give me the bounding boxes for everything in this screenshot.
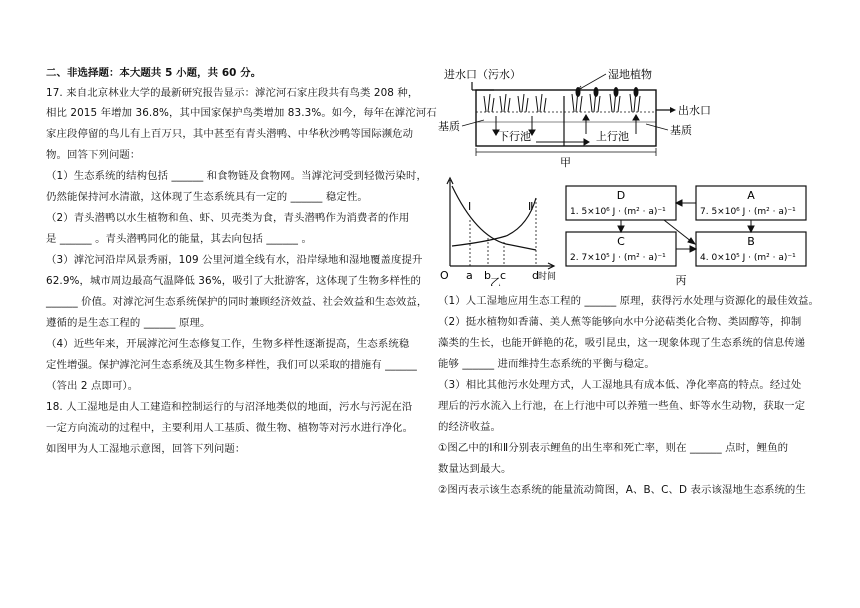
box-d-letter: D <box>616 189 626 202</box>
q17-part2-line-2: 是 ______ 。青头潜鸭同化的能量，其去向包括 ______ 。 <box>46 233 312 245</box>
q18-part3-line-2: 理后的污水流入上行池，在上行池中可以养殖一些鱼、虾等水生动物，获取一定 <box>438 400 806 412</box>
q18-part3-sub1-line-1: ①图乙中的Ⅰ和Ⅱ分别表示鲤鱼的出生率和死亡率，则在 ______ 点时，鲤鱼的 <box>438 442 789 454</box>
figure-yi-curves <box>436 176 560 286</box>
q17-part4-line-1: （4）近些年来，开展滹沱河生态修复工作，生物多样性逐渐提高，生态系统稳 <box>46 338 410 350</box>
q18-part1-line-1: （1）人工湿地应用生态工程的 ______ 原理，获得污水处理与资源化的最佳效益。 <box>438 295 819 307</box>
q18-part2-line-1: （2）挺水植物如香蒲、美人蕉等能够向水中分泌萜类化合物、类固醇等，抑制 <box>438 316 802 328</box>
q18-part2-line-2: 藻类的生长，也能开鲜艳的花，吸引昆虫，这一现象体现了生态系统的信息传递 <box>438 337 806 349</box>
q17-line-3: 家庄段停留的鸟儿有上百万只，其中甚至有青头潜鸭、中华秋沙鸭等国际濒危动 <box>46 128 414 140</box>
curve-i <box>452 186 536 250</box>
substrate-right-label: 基质 <box>670 124 692 137</box>
outlet-label: 出水口 <box>678 104 711 117</box>
q18-line-1: 18. 人工湿地是由人工建造和控制运行的与沼泽地类似的地面，污水与污泥在沿 <box>46 401 413 413</box>
box-a-letter: A <box>747 189 755 202</box>
q17-part2-line-1: （2）青头潜鸭以水生植物和鱼、虾、贝壳类为食，青头潜鸭作为消费者的作用 <box>46 212 410 224</box>
box-c-value: 2. 7×10⁵ J · (m² · a)⁻¹ <box>570 253 666 263</box>
curve-ii-label: Ⅱ <box>528 200 534 213</box>
figure-bing-energy-flow <box>564 184 810 286</box>
q17-part3-line-2: 62.9%，城市周边最高气温降低 36%，吸引了大批游客，这体现了生物多样性的 <box>46 275 422 287</box>
figure-bing-caption: 丙 <box>675 274 687 286</box>
q17-part3-line-4: 遵循的是生态工程的 ______ 原理。 <box>46 317 211 329</box>
q17-part3-line-3: ______ 价值。对滹沱河生态系统保护的同时兼顾经济效益、社会效益和生态效益， <box>46 296 428 308</box>
box-c-letter: C <box>617 235 625 248</box>
q17-part4-line-3: （答出 2 点即可）。 <box>46 380 139 392</box>
q17-part4-line-2: 定性增强。保护滹沱河生态系统及其生物多样性，我们可以采取的措施有 ______ <box>46 359 417 371</box>
box-b-value: 4. 0×10⁵ J · (m² · a)⁻¹ <box>700 253 796 263</box>
figure-yi-caption: 乙 <box>490 276 501 286</box>
q17-part1-line-2: 仍然能保持河水清澈，这体现了生态系统具有一定的 ______ 稳定性。 <box>46 191 368 203</box>
box-b-letter: B <box>747 235 755 248</box>
tick-c: c <box>500 269 507 282</box>
q18-part3-sub2-line-1: ②图丙表示该生态系统的能量流动简图，A、B、C、D 表示该湿地生态系统的生 <box>438 484 806 496</box>
q17-line-1: 17. 来自北京林业大学的最新研究报告显示：滹沱河石家庄段共有鸟类 208 种， <box>46 87 419 99</box>
q18-part2-line-3: 能够 ______ 进而维持生态系统的平衡与稳定。 <box>438 358 655 370</box>
section-heading: 二、非选择题：本大题共 5 小题，共 60 分。 <box>46 67 262 79</box>
q18-part3-line-3: 的经济收益。 <box>438 421 501 433</box>
figure-jia-caption: 甲 <box>560 156 571 168</box>
tick-a: a <box>466 269 473 282</box>
down-pool-label: 下行池 <box>498 130 531 143</box>
q17-part3-line-1: （3）滹沱河沿岸风景秀丽，109 公里河道全线有水，沿岸绿地和湿地覆盖度提升 <box>46 254 423 266</box>
q18-line-3: 如图甲为人工湿地示意图，回答下列问题： <box>46 443 246 455</box>
figure-jia-wetland <box>436 60 726 168</box>
box-d-value: 1. 5×10⁶ J · (m² · a)⁻¹ <box>570 207 666 217</box>
up-pool-label: 上行池 <box>596 130 629 143</box>
substrate-left-label: 基质 <box>438 120 460 133</box>
q18-line-2: 一定方向流动的过程中，主要利用人工基质、微生物、植物等对污水进行净化。 <box>46 422 414 434</box>
q18-part3-sub1-line-2: 数量达到最大。 <box>438 463 512 475</box>
box-a-value: 7. 5×10⁶ J · (m² · a)⁻¹ <box>700 207 796 217</box>
tick-o: O <box>440 269 449 282</box>
plants-label: 湿地植物 <box>608 68 652 81</box>
q17-part1-line-1: （1）生态系统的结构包括 ______ 和食物链及食物网。当滹沱河受到轻微污染时， <box>46 170 427 182</box>
q17-line-2: 相比 2015 年增加 36.8%，其中国家保护鸟类增加 83.3%。如今，每年在滹沱河石 <box>46 107 437 119</box>
tick-b: b <box>484 269 491 282</box>
q18-part3-line-1: （3）相比其他污水处理方式，人工湿地具有成本低、净化率高的特点。经过处 <box>438 379 802 391</box>
tick-d: d <box>532 269 539 282</box>
q17-line-4: 物。回答下列问题： <box>46 149 141 161</box>
curve-i-label: Ⅰ <box>468 200 472 213</box>
inlet-label: 进水口（污水） <box>444 68 521 81</box>
plants-pointer <box>578 74 606 90</box>
curve-ii <box>452 198 536 246</box>
x-axis-label: 时间 <box>538 272 557 282</box>
